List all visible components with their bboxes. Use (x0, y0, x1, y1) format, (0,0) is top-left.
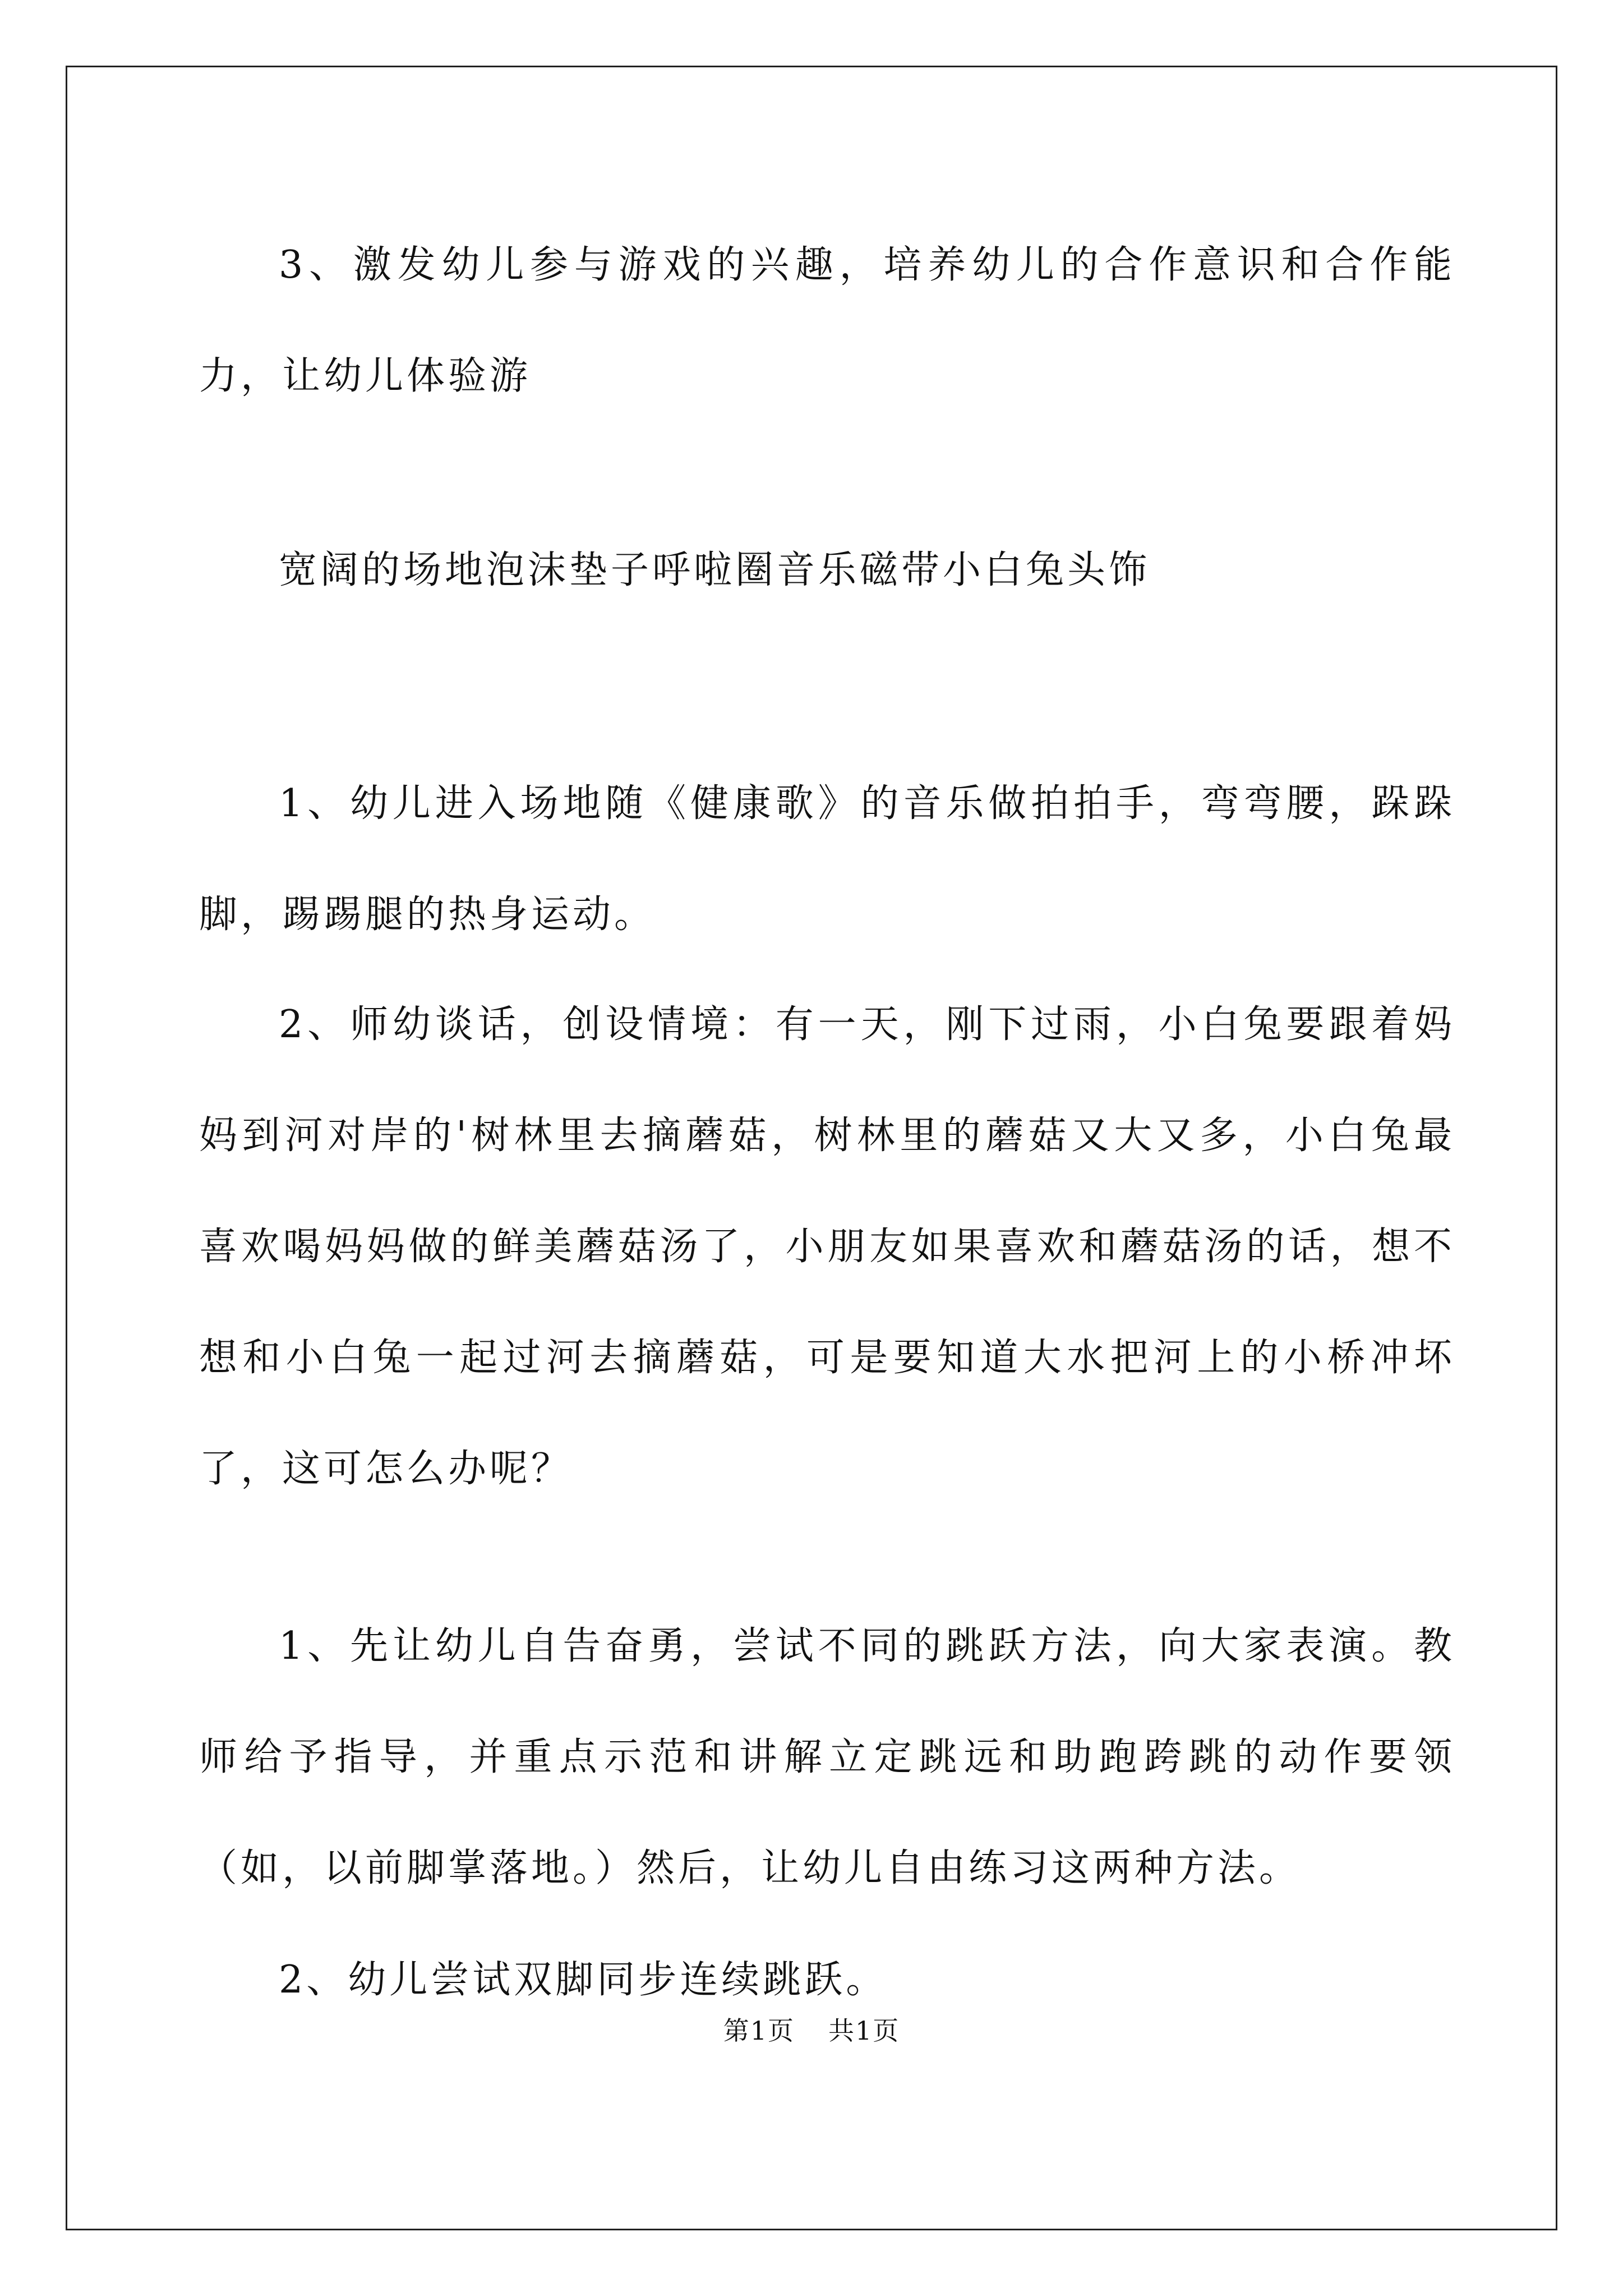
paragraph-practice-1: 1、先让幼儿自告奋勇，尝试不同的跳跃方法，向大家表演。教师给予指导，并重点示范和讲解立定跳远和助跑跨跳的动作要领（如，以前脚掌落地。）然后，让幼儿自由练习这两种方法。 (199, 1624, 1455, 1890)
paragraph-practice-2: 2、幼儿尝试双脚同步连续跳跃。 (279, 1958, 888, 2002)
paragraph-materials: 宽阔的场地泡沫垫子呼啦圈音乐磁带小白兔头饰 (279, 548, 1151, 592)
paragraph-step-2: 2、师幼谈话，创设情境：有一天，刚下过雨，小白兔要跟着妈妈到河对岸的'树林里去摘蘑菇，树林里的蘑菇又大又多，小白兔最喜欢喝妈妈做的鲜美蘑菇汤了，小朋友如果喜欢和蘑菇汤的话，想不想和小白兔一起过河去摘蘑菇，可是要知道大水把河上的小桥冲坏了，这可怎么办呢？ (199, 1002, 1455, 1491)
page-number-current: 第1页 (723, 2016, 795, 2046)
page-footer (0, 2014, 1623, 2047)
paragraph-step-1: 1、幼儿进入场地随《健康歌》的音乐做拍拍手，弯弯腰，跺跺脚，踢踢腿的热身运动。 (199, 781, 1455, 937)
page-number-total: 共1页 (828, 2016, 900, 2046)
paragraph-goal-3: 3、激发幼儿参与游戏的兴趣，培养幼儿的合作意识和合作能力，让幼儿体验游 (199, 243, 1455, 398)
